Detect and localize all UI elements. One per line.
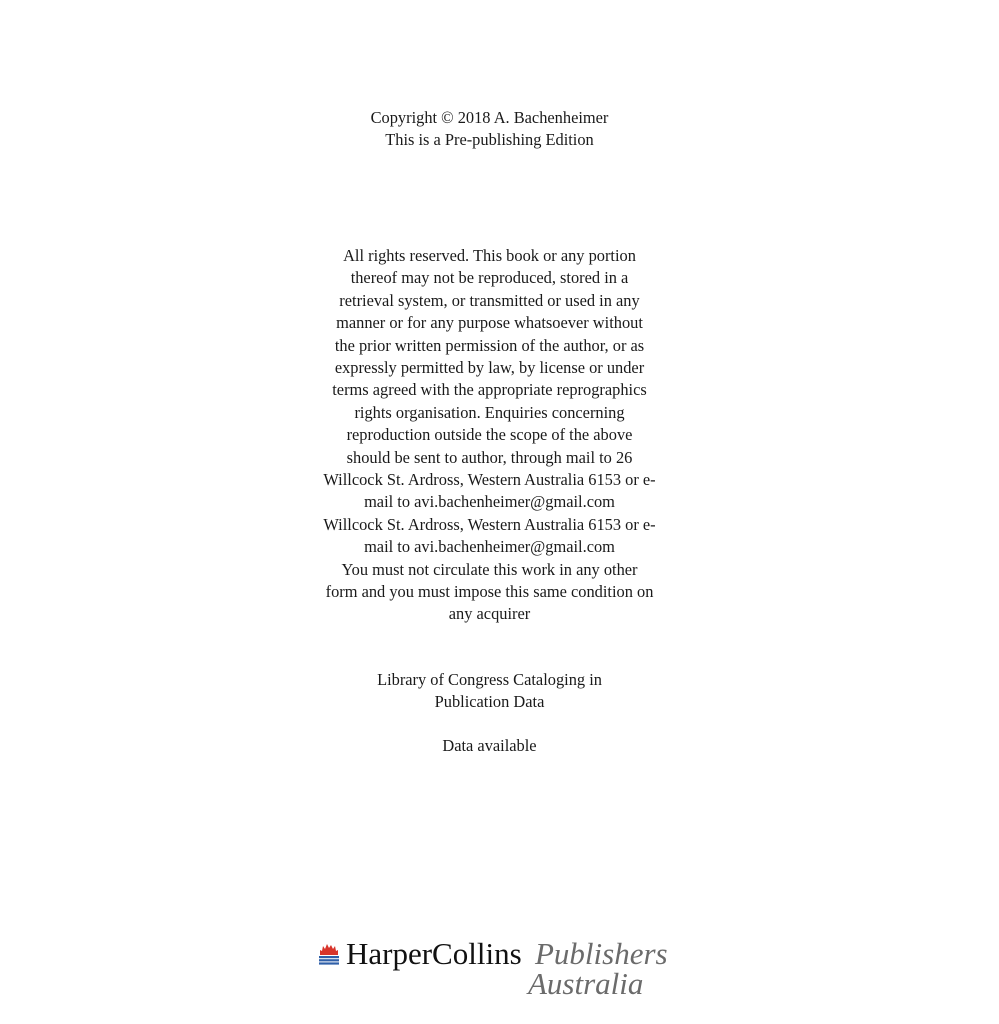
- rights-line: thereof may not be reproduced, stored in a: [350, 268, 629, 288]
- availability-note: Data available: [442, 736, 537, 755]
- publisher-region: Australia: [528, 966, 644, 1001]
- rights-line: All rights reserved. This book or any portion: [343, 246, 636, 265]
- rights-line: any acquirer: [448, 604, 531, 624]
- edition-line: This is a Pre-publishing Edition: [385, 130, 594, 150]
- publisher-name: HarperCollins: [346, 936, 522, 971]
- rights-line: should be sent to author, through mail to 26: [346, 447, 633, 467]
- publisher-suffix: Publishers: [535, 936, 668, 971]
- rights-line: expressly permitted by law, by license or under: [334, 358, 645, 377]
- rights-line: Willcock St. Ardross, Western Australia 6153 or e-: [323, 514, 656, 534]
- rights-line: mail to avi.bachenheimer@gmail.com: [364, 492, 615, 512]
- cip-line: Library of Congress Cataloging in: [377, 670, 602, 689]
- rights-line: retrieval system, or transmitted or used in any: [339, 290, 640, 310]
- rights-line: manner or for any purpose whatsoever without: [336, 313, 643, 333]
- copyright-line: Copyright © 2018 A. Bachenheimer: [370, 108, 609, 127]
- rights-line: the prior written permission of the author, or as: [334, 335, 645, 355]
- rights-line: terms agreed with the appropriate reprographics: [332, 380, 647, 400]
- flame-on-water-icon: [318, 943, 340, 965]
- rights-line: Willcock St. Ardross, Western Australia 6153 or e-: [323, 470, 656, 489]
- rights-line: rights organisation. Enquiries concerning: [354, 402, 625, 422]
- rights-line: mail to avi.bachenheimer@gmail.com: [364, 537, 615, 557]
- rights-line: reproduction outside the scope of the above: [346, 425, 633, 445]
- rights-line: form and you must impose this same condition on: [325, 582, 654, 601]
- cip-line: Publication Data: [434, 692, 545, 712]
- rights-line: You must not circulate this work in any other: [341, 559, 638, 579]
- publisher-logo: [316, 934, 676, 1004]
